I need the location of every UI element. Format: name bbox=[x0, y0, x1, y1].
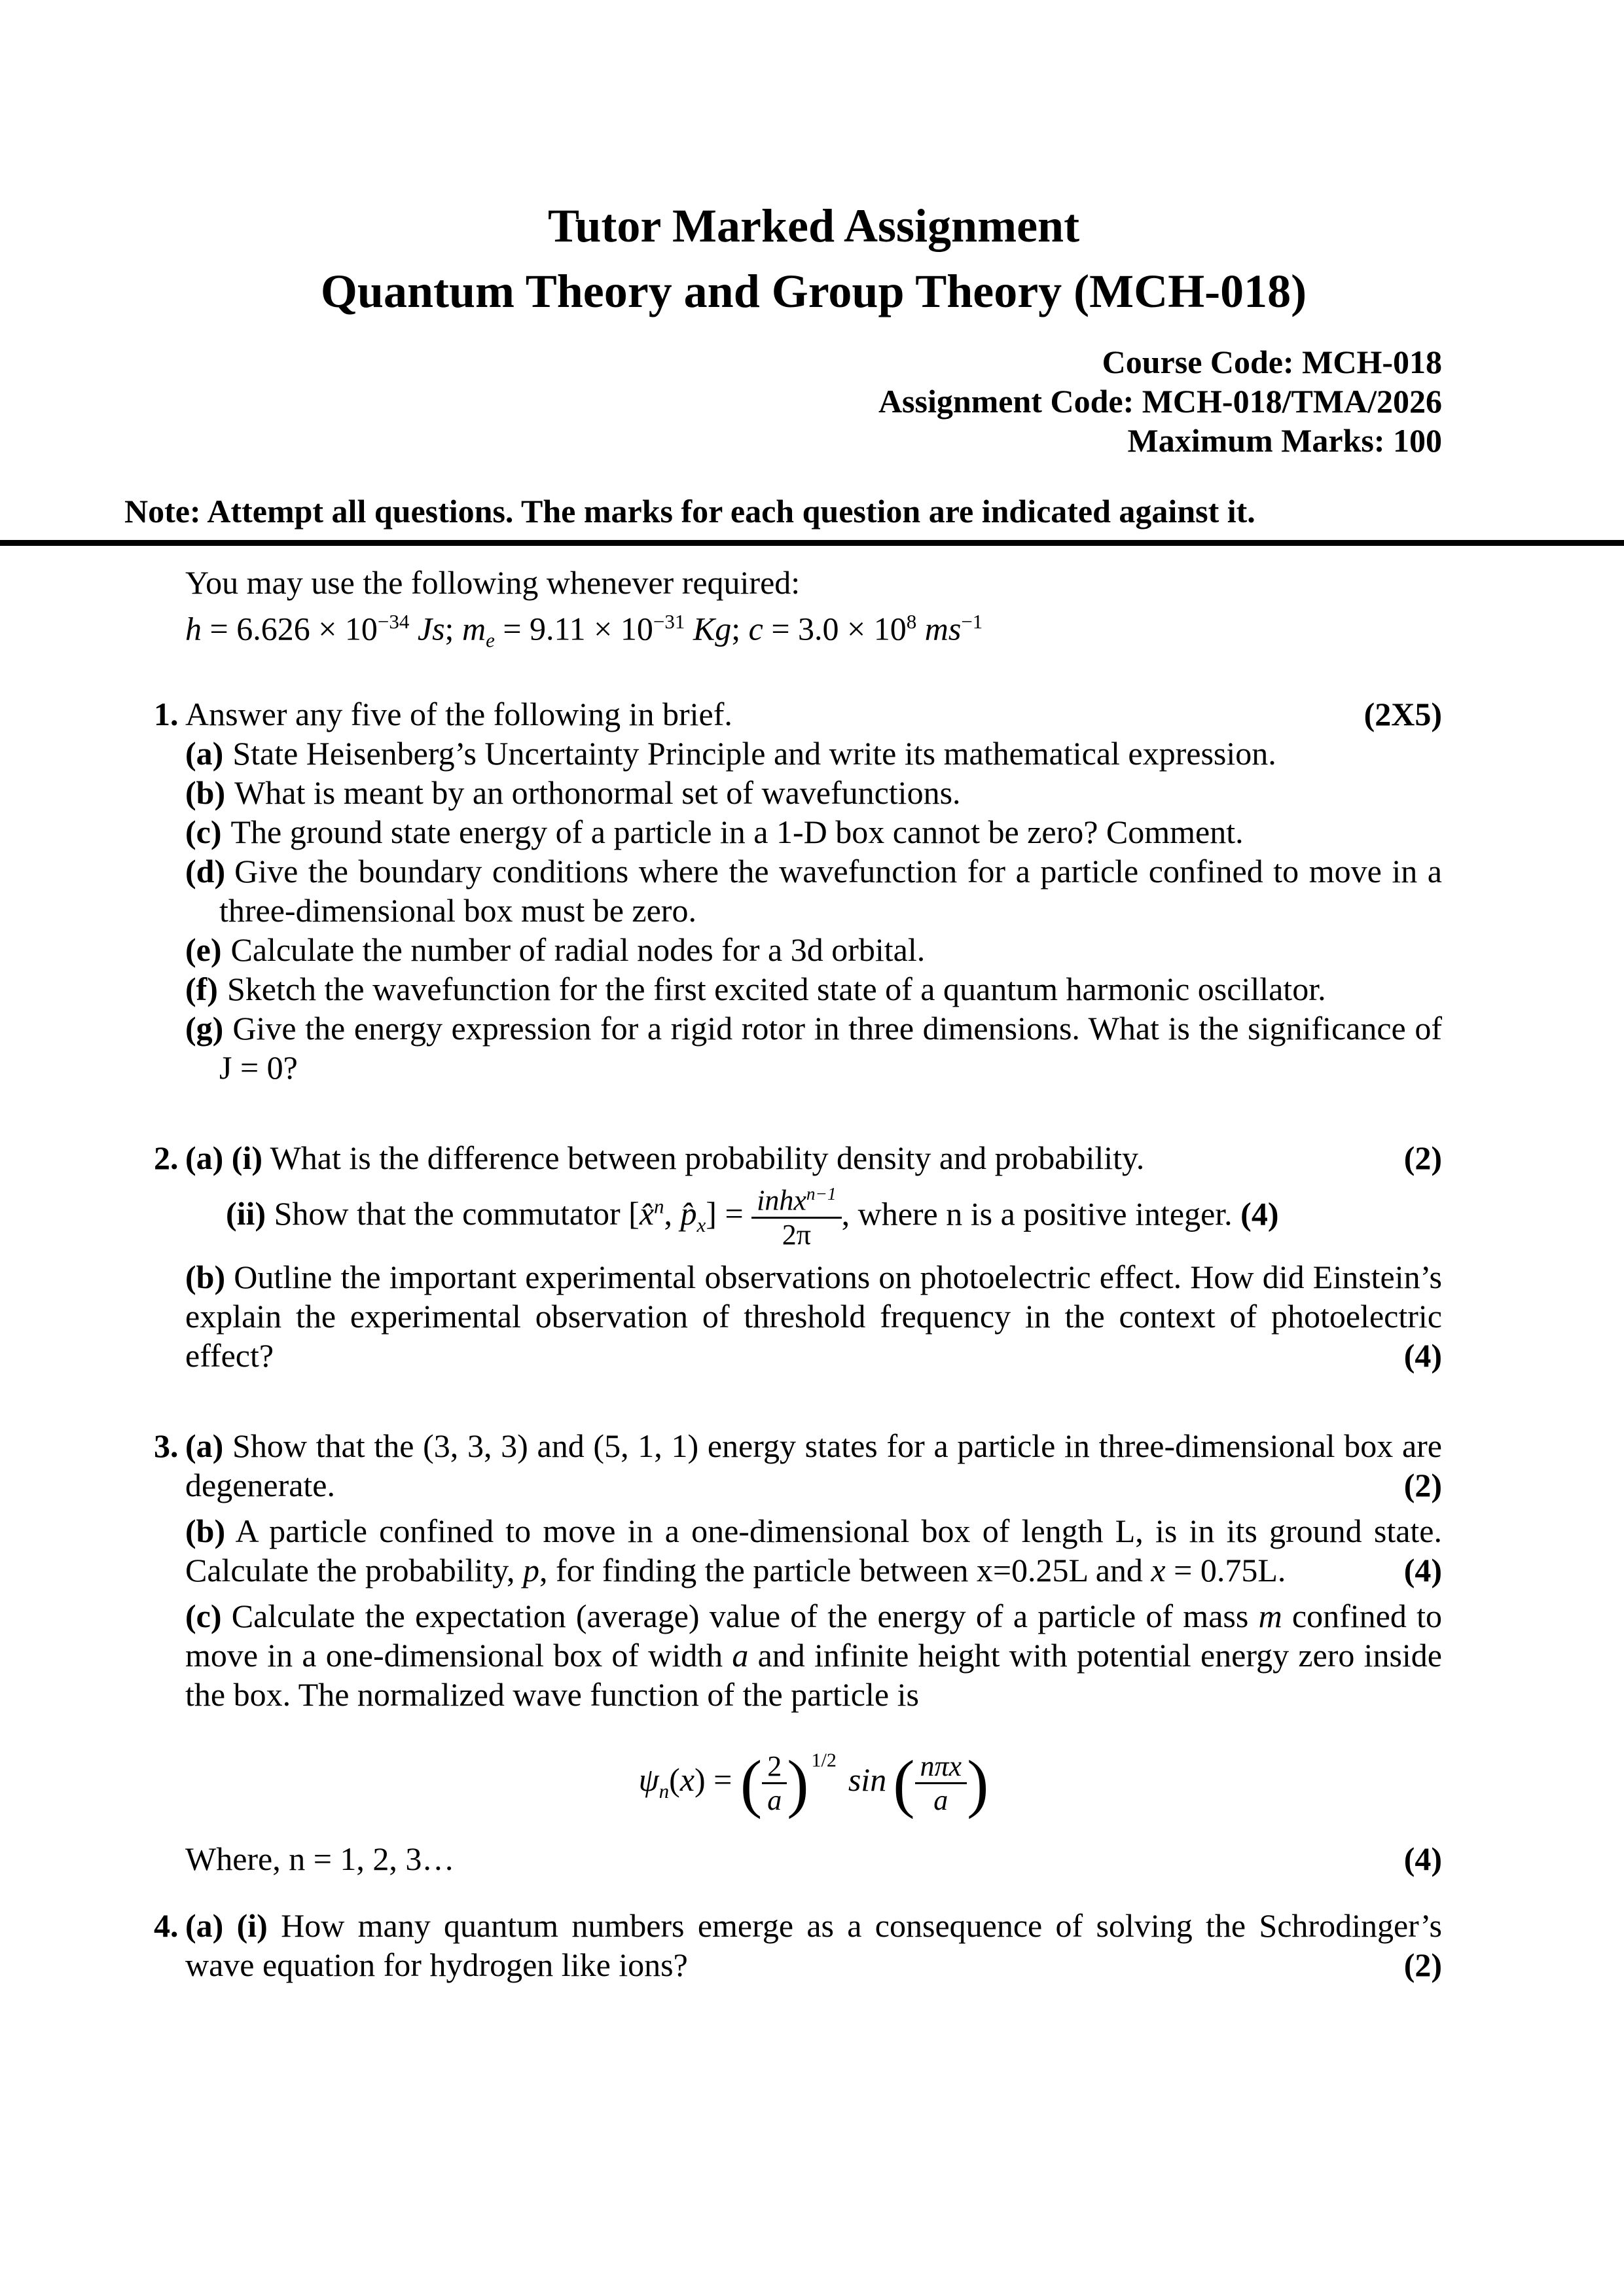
question-1-item-f bbox=[185, 969, 1442, 1009]
item-label: (c) bbox=[185, 813, 222, 850]
question-4-a bbox=[185, 1906, 1442, 1984]
fraction-numerator: nπx bbox=[915, 1750, 967, 1784]
question-4-a-marks: (2) bbox=[1403, 1946, 1442, 1984]
question-1-items bbox=[185, 734, 1442, 1087]
question-4-number: 4. bbox=[154, 1907, 179, 1945]
open-paren: ( bbox=[893, 1746, 915, 1820]
item-text: What is meant by an orthonormal set of wavefunctions. bbox=[234, 774, 961, 811]
question-2-b-marks: (4) bbox=[1403, 1336, 1442, 1374]
two-over-a-fraction bbox=[762, 1750, 787, 1817]
exponent: 1/2 bbox=[811, 1749, 837, 1771]
question-3-number: 3. bbox=[154, 1427, 179, 1464]
document-header bbox=[0, 0, 1624, 531]
question-1-item-e bbox=[185, 930, 1442, 969]
question-1-item-a bbox=[185, 734, 1442, 773]
item-text: State Heisenberg’s Uncertainty Principle and write its mathematical expression. bbox=[232, 734, 1276, 772]
fraction-denominator: 2π bbox=[782, 1218, 811, 1251]
fraction-numerator: inhx$^{n-1}$ bbox=[751, 1184, 841, 1219]
question-3-b bbox=[185, 1511, 1442, 1590]
question-1-text: Answer any five of the following in brief. bbox=[185, 695, 732, 732]
question-3 bbox=[154, 1426, 1442, 1879]
divider-rule bbox=[0, 540, 1624, 546]
commutator-fraction bbox=[751, 1184, 841, 1251]
assignment-code: Assignment Code: MCH-018/TMA/2026 bbox=[878, 383, 1442, 420]
item-text: Sketch the wavefunction for the first excited state of a quantum harmonic oscillator. bbox=[226, 970, 1326, 1007]
question-2-a-i-marks: (2) bbox=[1403, 1139, 1442, 1176]
item-label: (a) bbox=[185, 734, 224, 772]
sin-function: sin bbox=[848, 1761, 887, 1799]
item-text: Give the boundary conditions where the wavefunction for a particle confined to move in a three-dimensional box must be zero. bbox=[219, 852, 1442, 929]
course-info-block bbox=[185, 342, 1442, 460]
question-1-number: 1. bbox=[154, 695, 179, 732]
question-1-item-b bbox=[185, 773, 1442, 812]
item-text: Give the energy expression for a rigid rotor in three dimensions. What is the significance of J = 0? bbox=[219, 1009, 1442, 1086]
maximum-marks: Maximum Marks: 100 bbox=[1127, 422, 1442, 459]
constants-line: $h = 6.626 \times 10^{-34}$ Js; $m_e = 9.11 \times 10^{-31}$ Kg; $c = 3.0 \times 10^8$ $ms^{-1}$ bbox=[185, 610, 983, 652]
where-text: Where, n = 1, 2, 3… bbox=[185, 1840, 455, 1878]
question-2-a-ii bbox=[185, 1184, 1442, 1251]
question-1-item-g bbox=[185, 1009, 1442, 1087]
formula-lhs: $\psi_n(x)$ = bbox=[638, 1761, 740, 1803]
question-2-a-ii-post: , where n is a positive integer. (4) bbox=[841, 1195, 1279, 1232]
question-2-a-i-text: (a) (i) What is the difference between probability density and probability. bbox=[185, 1139, 1145, 1176]
item-label: (d) bbox=[185, 852, 226, 889]
open-paren: ( bbox=[740, 1746, 763, 1820]
item-label: (g) bbox=[185, 1009, 224, 1047]
question-2-b-text: (b) Outline the important experimental observations on photoelectric effect. How did Einstein’s explain the experimental observation of threshold frequency in the context of photoelectric effect? bbox=[185, 1258, 1442, 1374]
question-2-b bbox=[185, 1257, 1442, 1375]
question-4-a-text: (a) (i) How many quantum numbers emerge as a consequence of solving the Schrodinger’s wave equation for hydrogen like ions? bbox=[185, 1907, 1443, 1984]
preamble bbox=[185, 563, 1442, 660]
note-line: Note: Attempt all questions. The marks for each question are indicated against it. bbox=[124, 493, 1255, 529]
document-subtitle: Quantum Theory and Group Theory (MCH-018) bbox=[320, 265, 1307, 317]
question-3-b-text: (b) A particle confined to move in a one-dimensional box of length L, is in its ground state. Calculate the probability, p, for finding the particle between x=0.25L and x = 0.75L. bbox=[185, 1512, 1442, 1588]
question-3-c bbox=[185, 1596, 1442, 1714]
question-1-marks: (2X5) bbox=[1363, 695, 1442, 732]
question-3-where-line bbox=[185, 1839, 1442, 1878]
close-paren: ) bbox=[787, 1746, 809, 1820]
question-3-a bbox=[185, 1426, 1442, 1505]
item-text: The ground state energy of a particle in a 1-D box cannot be zero? Comment. bbox=[230, 813, 1244, 850]
question-3-c-marks: (4) bbox=[1403, 1840, 1442, 1878]
item-label: (e) bbox=[185, 931, 222, 968]
question-2-a-i bbox=[185, 1138, 1442, 1177]
fraction-numerator: 2 bbox=[762, 1750, 787, 1784]
document-title: Tutor Marked Assignment bbox=[547, 200, 1080, 252]
question-2-a-ii-pre: (ii) Show that the commutator [x̂$^n$, $p̂_x$] = bbox=[226, 1194, 752, 1237]
wave-function-formula bbox=[185, 1746, 1442, 1820]
item-label: (f) bbox=[185, 970, 218, 1007]
question-1 bbox=[154, 694, 1442, 1087]
close-paren: ) bbox=[967, 1746, 989, 1820]
question-2-number: 2. bbox=[154, 1139, 179, 1176]
item-label: (b) bbox=[185, 774, 226, 811]
preamble-intro: You may use the following whenever required: bbox=[185, 564, 801, 601]
document-body bbox=[0, 546, 1624, 1984]
item-text: Calculate the number of radial nodes for a 3d orbital. bbox=[230, 931, 926, 968]
question-3-a-marks: (2) bbox=[1403, 1466, 1442, 1503]
question-1-item-c bbox=[185, 812, 1442, 852]
fraction-denominator: a bbox=[767, 1784, 782, 1817]
question-3-c-text: (c) Calculate the expectation (average) value of the energy of a particle of mass m confined to move in a one-dimensional box of width a and infinite height with potential energy zero inside the box. The normalized wave function of the particle is bbox=[185, 1597, 1442, 1713]
question-2 bbox=[154, 1138, 1442, 1375]
course-code: Course Code: MCH-018 bbox=[1102, 344, 1442, 380]
question-4 bbox=[154, 1906, 1443, 1984]
question-3-b-marks: (4) bbox=[1403, 1551, 1442, 1588]
npix-over-a-fraction bbox=[915, 1750, 967, 1817]
question-1-intro bbox=[185, 694, 1442, 734]
fraction-denominator: a bbox=[933, 1784, 948, 1817]
question-3-a-text: (a) Show that the (3, 3, 3) and (5, 1, 1) energy states for a particle in three-dimensional box are degenerate. bbox=[185, 1427, 1442, 1503]
question-1-item-d bbox=[185, 852, 1442, 930]
